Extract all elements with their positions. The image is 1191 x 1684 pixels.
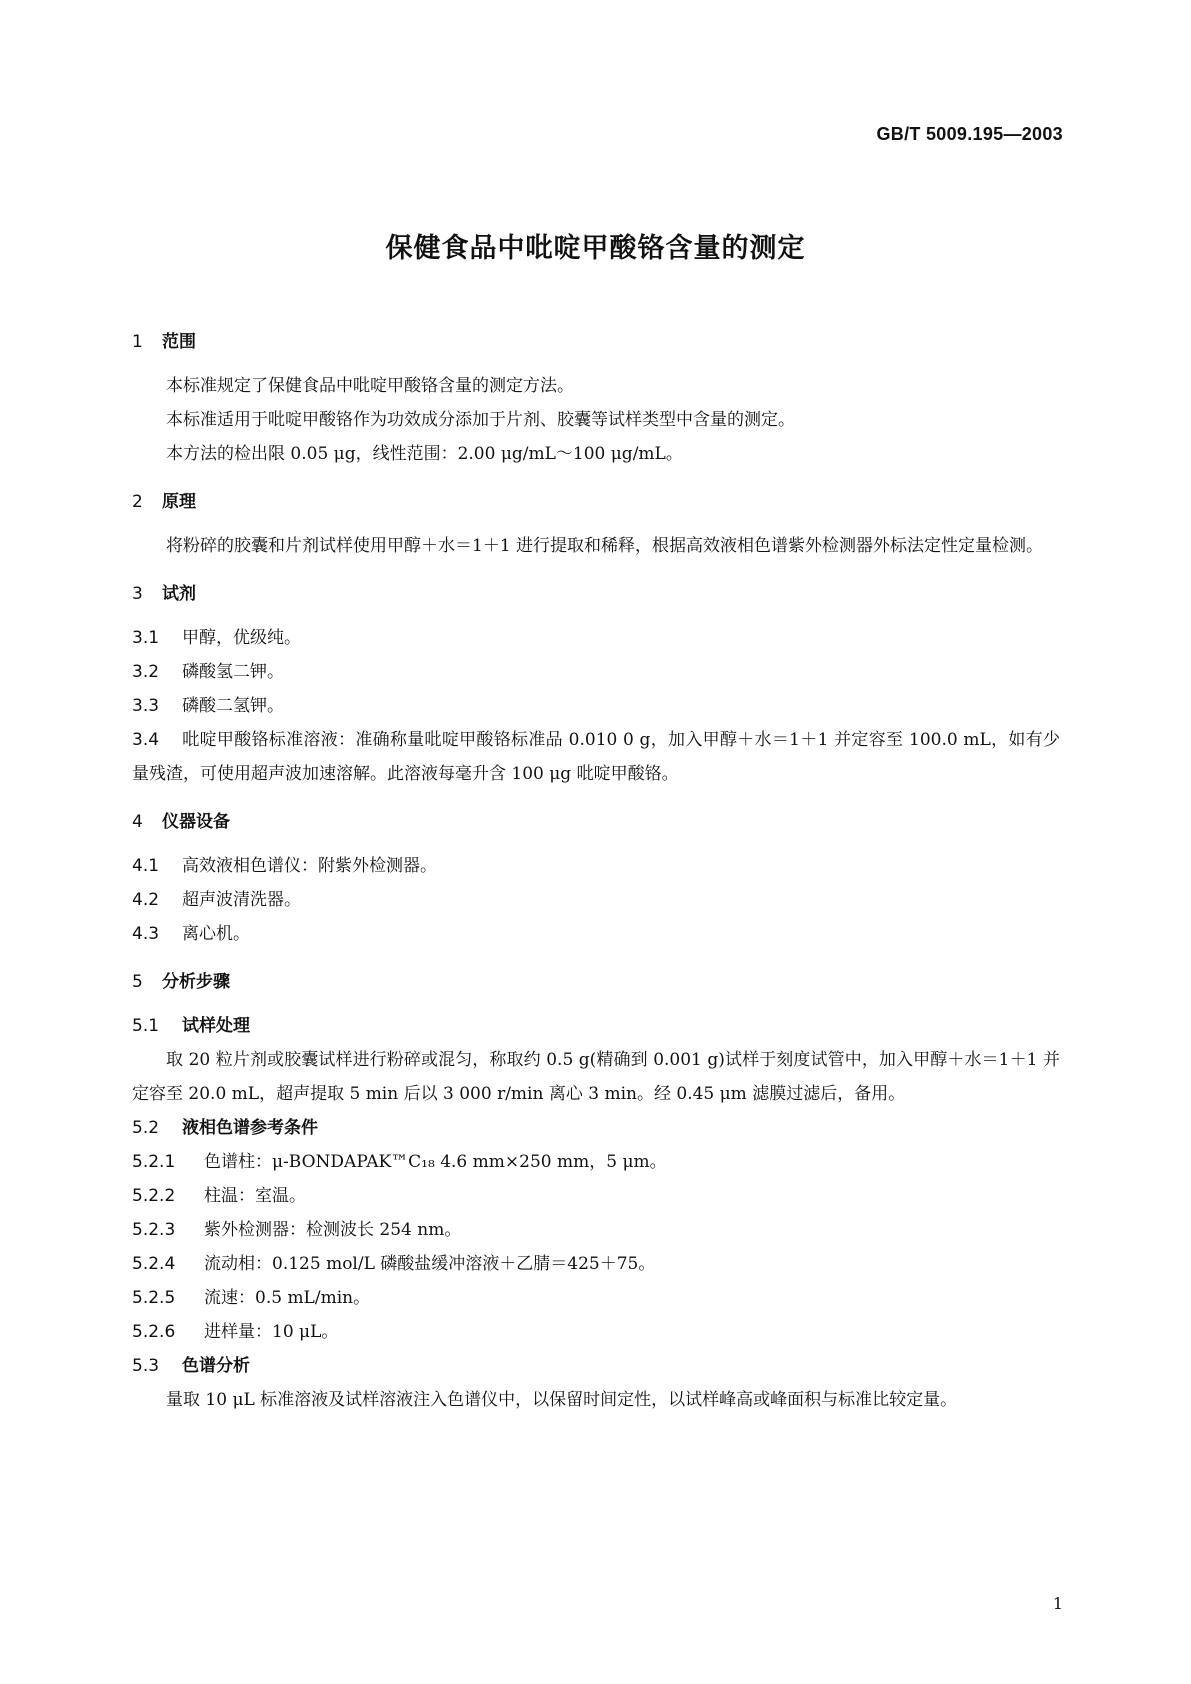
subsection-heading (132, 1111, 1060, 1145)
list-item (132, 883, 1060, 917)
list-item (132, 1247, 1060, 1281)
section-number: 3 (132, 584, 143, 604)
item-text: 磷酸二氢钾。 (182, 696, 284, 716)
item-text: 柱温：室温。 (204, 1186, 306, 1206)
page-number: 1 (1052, 1594, 1063, 1613)
item-number: 5.2.3 (132, 1220, 176, 1240)
paragraph: 量取 10 μL 标准溶液及试样溶液注入色谱仪中，以保留时间定性，以试样峰高或峰面积与标准比较定量。 (166, 1390, 958, 1410)
list-item (132, 655, 1060, 689)
list-item (132, 1179, 1060, 1213)
subsection-number: 5.1 (132, 1016, 160, 1036)
item-number: 3.2 (132, 662, 160, 682)
item-text: 进样量：10 μL。 (204, 1322, 339, 1342)
list-item (132, 1315, 1060, 1349)
list-item (132, 621, 1060, 655)
section-title: 试剂 (162, 584, 196, 604)
subsection-title: 试样处理 (182, 1016, 250, 1036)
section-title: 范围 (162, 332, 196, 352)
item-text: 离心机。 (182, 924, 250, 944)
paragraph: 本方法的检出限 0.05 μg，线性范围：2.00 μg/mL～100 μg/mL。 (166, 444, 683, 464)
subsection-heading (132, 1009, 1060, 1043)
section-heading (132, 965, 1060, 999)
paragraph: 将粉碎的胶囊和片剂试样使用甲醇＋水＝1＋1 进行提取和稀释，根据高效液相色谱紫外检测器外标法定性定量检测。 (166, 536, 1044, 556)
list-item (132, 1145, 1060, 1179)
item-text: 吡啶甲酸铬标准溶液：准确称量吡啶甲酸铬标准品 0.010 0 g，加入甲醇＋水＝1＋1 并定容至 100.0 mL，如有少量残渣，可使用超声波加速溶解。此溶液每毫升含 100 μg 吡啶甲酸铬。 (132, 730, 1060, 784)
item-text: 色谱柱：μ-BONDAPAK™C₁₈ 4.6 mm×250 mm，5 μm。 (204, 1152, 667, 1172)
section-number: 5 (132, 972, 143, 992)
item-text: 流速：0.5 mL/min。 (204, 1288, 371, 1308)
section-title: 分析步骤 (162, 972, 230, 992)
section-number: 4 (132, 812, 143, 832)
item-number: 4.2 (132, 890, 160, 910)
item-text: 流动相：0.125 mol/L 磷酸盐缓冲溶液＋乙腈＝425＋75。 (204, 1254, 656, 1274)
item-number: 5.2.6 (132, 1322, 176, 1342)
item-number: 4.1 (132, 856, 160, 876)
item-text: 高效液相色谱仪：附紫外检测器。 (182, 856, 437, 876)
section-title: 原理 (162, 492, 196, 512)
section-heading (132, 577, 1060, 611)
item-number: 3.3 (132, 696, 160, 716)
paragraph: 本标准规定了保健食品中吡啶甲酸铬含量的测定方法。 (166, 376, 574, 396)
item-number: 5.2.4 (132, 1254, 176, 1274)
item-number: 3.4 (132, 730, 160, 750)
list-item (132, 849, 1060, 883)
subsection-title: 色谱分析 (182, 1356, 250, 1376)
item-text: 磷酸氢二钾。 (182, 662, 284, 682)
item-text: 紫外检测器：检测波长 254 nm。 (204, 1220, 462, 1240)
list-item (132, 1281, 1060, 1315)
subsection-title: 液相色谱参考条件 (182, 1118, 318, 1138)
section-heading (132, 325, 1060, 359)
section-heading (132, 485, 1060, 519)
list-item (132, 1213, 1060, 1247)
list-item (132, 917, 1060, 951)
subsection-number: 5.3 (132, 1356, 160, 1376)
section-number: 1 (132, 332, 143, 352)
item-text: 甲醇，优级纯。 (182, 628, 301, 648)
section-title: 仪器设备 (162, 812, 230, 832)
item-number: 5.2.2 (132, 1186, 176, 1206)
item-number: 5.2.1 (132, 1152, 176, 1172)
item-number: 4.3 (132, 924, 160, 944)
item-text: 超声波清洗器。 (182, 890, 301, 910)
list-item (132, 689, 1060, 723)
item-number: 5.2.5 (132, 1288, 176, 1308)
section-heading (132, 805, 1060, 839)
paragraph: 本标准适用于吡啶甲酸铬作为功效成分添加于片剂、胶囊等试样类型中含量的测定。 (166, 410, 795, 430)
document-title: 保健食品中吡啶甲酸铬含量的测定 (385, 233, 806, 264)
standard-code: GB/T 5009.195—2003 (876, 124, 1063, 144)
paragraph: 取 20 粒片剂或胶囊试样进行粉碎或混匀，称取约 0.5 g(精确到 0.001 g)试样于刻度试管中，加入甲醇＋水＝1＋1 并定容至 20.0 mL，超声提取 5 min 后以 3 000 r/min 离心 3 min。经 0.45 μm 滤膜过滤后，备用。 (132, 1050, 1060, 1104)
list-item (132, 723, 1060, 791)
section-number: 2 (132, 492, 143, 512)
subsection-heading (132, 1349, 1060, 1383)
subsection-number: 5.2 (132, 1118, 160, 1138)
item-number: 3.1 (132, 628, 160, 648)
document-body (132, 325, 1060, 1417)
